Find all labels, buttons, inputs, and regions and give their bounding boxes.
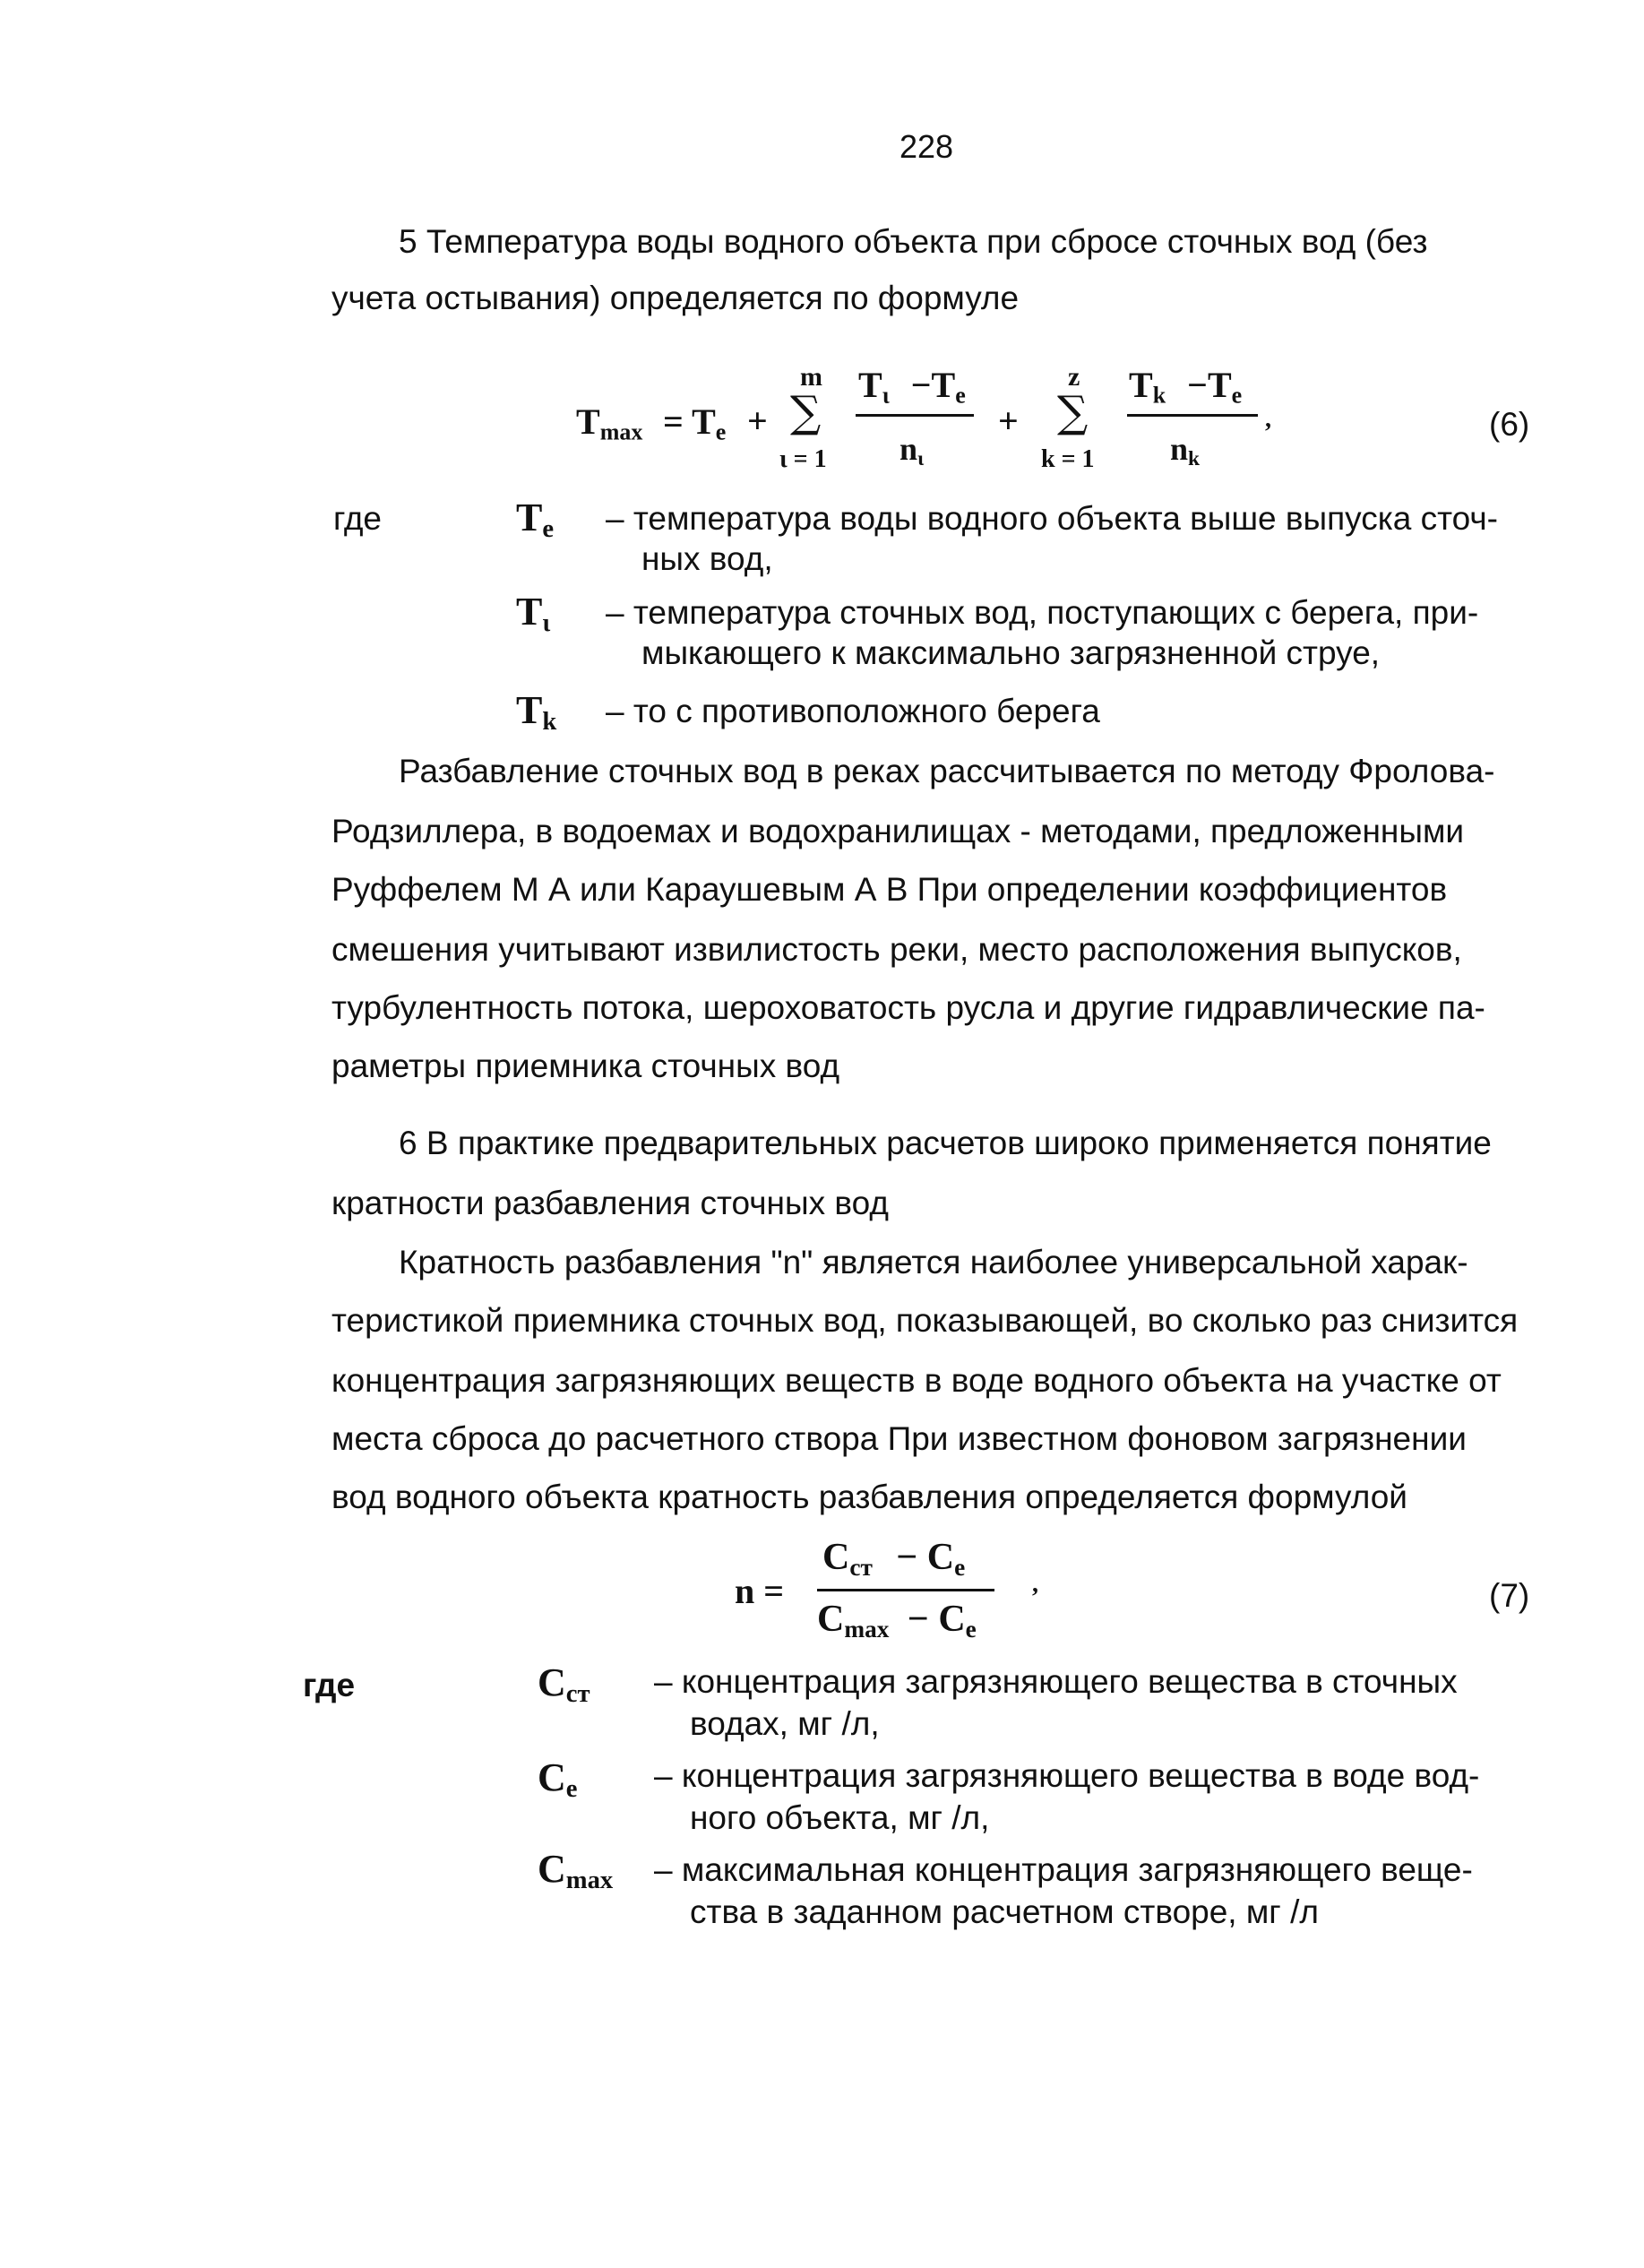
frac2-denominator: $n_k$ — [1170, 431, 1201, 470]
sum1-sigma-icon: ∑ — [790, 387, 822, 437]
section5-line2: учета остывания) определяется по формуле — [331, 280, 1020, 316]
para2-line: концентрация загрязняющих веществ в воде водного объекта на участке от — [331, 1362, 1502, 1399]
formula7-denominator: $C_{max} - C_e$ — [817, 1599, 977, 1643]
where1-label: где — [333, 500, 383, 537]
formula6-plus1: + — [747, 401, 768, 441]
where1-def-tl-line2: мыкающего к максимально загрязненной струе, — [641, 634, 1381, 671]
where2-label: где — [303, 1667, 356, 1703]
formula6-comma: , — [1265, 405, 1271, 433]
para1-line: турбулентность потока, шероховатость русла и другие гидравлические па- — [331, 989, 1485, 1026]
section6-line: 6 В практике предварительных расчетов широко применяется понятие — [399, 1125, 1492, 1161]
para2-line: вод водного объекта кратность разбавления определяется формулой — [331, 1479, 1407, 1515]
where1-def-tk-line1: – то с противоположного берега — [606, 693, 1100, 729]
formula6-te-term: = $T_e$ — [663, 401, 727, 445]
para1-line: Разбавление сточных вод в реках рассчитывается по методу Фролова- — [399, 753, 1495, 789]
sum2-sigma-icon: ∑ — [1057, 387, 1089, 437]
frac1-bar — [856, 414, 974, 417]
frac1-denominator: $n_\iota$ — [899, 431, 925, 470]
sum1-lower-limit: ι = 1 — [779, 445, 827, 473]
para2-line: места сброса до расчетного створа При известном фоновом загрязнении — [331, 1420, 1467, 1457]
formula7-comma: , — [1032, 1570, 1038, 1598]
formula7-bar — [817, 1589, 994, 1591]
frac2-bar — [1127, 414, 1258, 417]
frac2-numerator: $T_k -T_e$ — [1129, 365, 1243, 409]
para2-line: Кратность разбавления "n" является наиболее универсальной харак- — [399, 1244, 1468, 1281]
para1-line: Руффелем М А или Караушевым А В При определении коэффициентов — [331, 871, 1448, 908]
where2-def-cst-line1: – концентрация загрязняющего вещества в сточных — [654, 1663, 1458, 1700]
formula7-number: (7) — [1489, 1577, 1530, 1614]
formula7-lhs: n = — [735, 1571, 785, 1611]
where1-def-tl-line1: – температура сточных вод, поступающих с берега, при- — [606, 594, 1479, 631]
formula6-number: (6) — [1489, 406, 1530, 443]
where2-def-ce-line1: – концентрация загрязняющего вещества в воде вод- — [654, 1757, 1480, 1794]
where2-def-cmax-line1: – максимальная концентрация загрязняющего веще- — [654, 1851, 1473, 1888]
sum1-upper-limit: m — [800, 362, 822, 392]
sum2-upper-limit: z — [1068, 362, 1080, 392]
section6-line: кратности разбавления сточных вод — [331, 1185, 889, 1221]
sum2-lower-limit: k = 1 — [1041, 445, 1095, 473]
where2-symbol-cmax: $C_{max}$ — [538, 1847, 614, 1895]
where1-def-te-line1: – температура воды водного объекта выше выпуска сточ- — [606, 500, 1499, 537]
page-number: 228 — [899, 128, 954, 165]
where1-symbol-tl: $T_\iota$ — [516, 590, 551, 638]
where1-symbol-te: $T_e$ — [516, 496, 555, 544]
where2-def-ce-line2: ного объекта, мг /л, — [690, 1799, 990, 1836]
where2-def-cst-line2: водах, мг /л, — [690, 1705, 880, 1742]
where2-symbol-ce: $C_e$ — [538, 1755, 578, 1804]
formula6-lhs: $T_{max}$ — [576, 401, 643, 445]
para1-line: Родзиллера, в водоемах и водохранилищах - методами, предложенными — [331, 813, 1465, 849]
para1-line: смешения учитывают извилистость реки, место расположения выпусков, — [331, 931, 1462, 968]
formula6-plus2: + — [998, 401, 1019, 441]
where1-symbol-tk: $T_k$ — [516, 688, 557, 737]
formula7-numerator: $C_{ст} - C_e$ — [822, 1537, 966, 1581]
para2-line: теристикой приемника сточных вод, показывающей, во сколько раз снизится — [331, 1302, 1519, 1339]
section5-line1: 5 Температура воды водного объекта при сбросе сточных вод (без — [399, 223, 1428, 260]
frac1-numerator: $T_\iota -T_e$ — [858, 365, 966, 409]
where2-def-cmax-line2: ства в заданном расчетном створе, мг /л — [690, 1893, 1319, 1930]
para1-line: раметры приемника сточных вод — [331, 1048, 840, 1084]
where2-symbol-cst: $C_{ст}$ — [538, 1660, 590, 1709]
where1-def-te-line2: ных вод, — [641, 540, 773, 577]
